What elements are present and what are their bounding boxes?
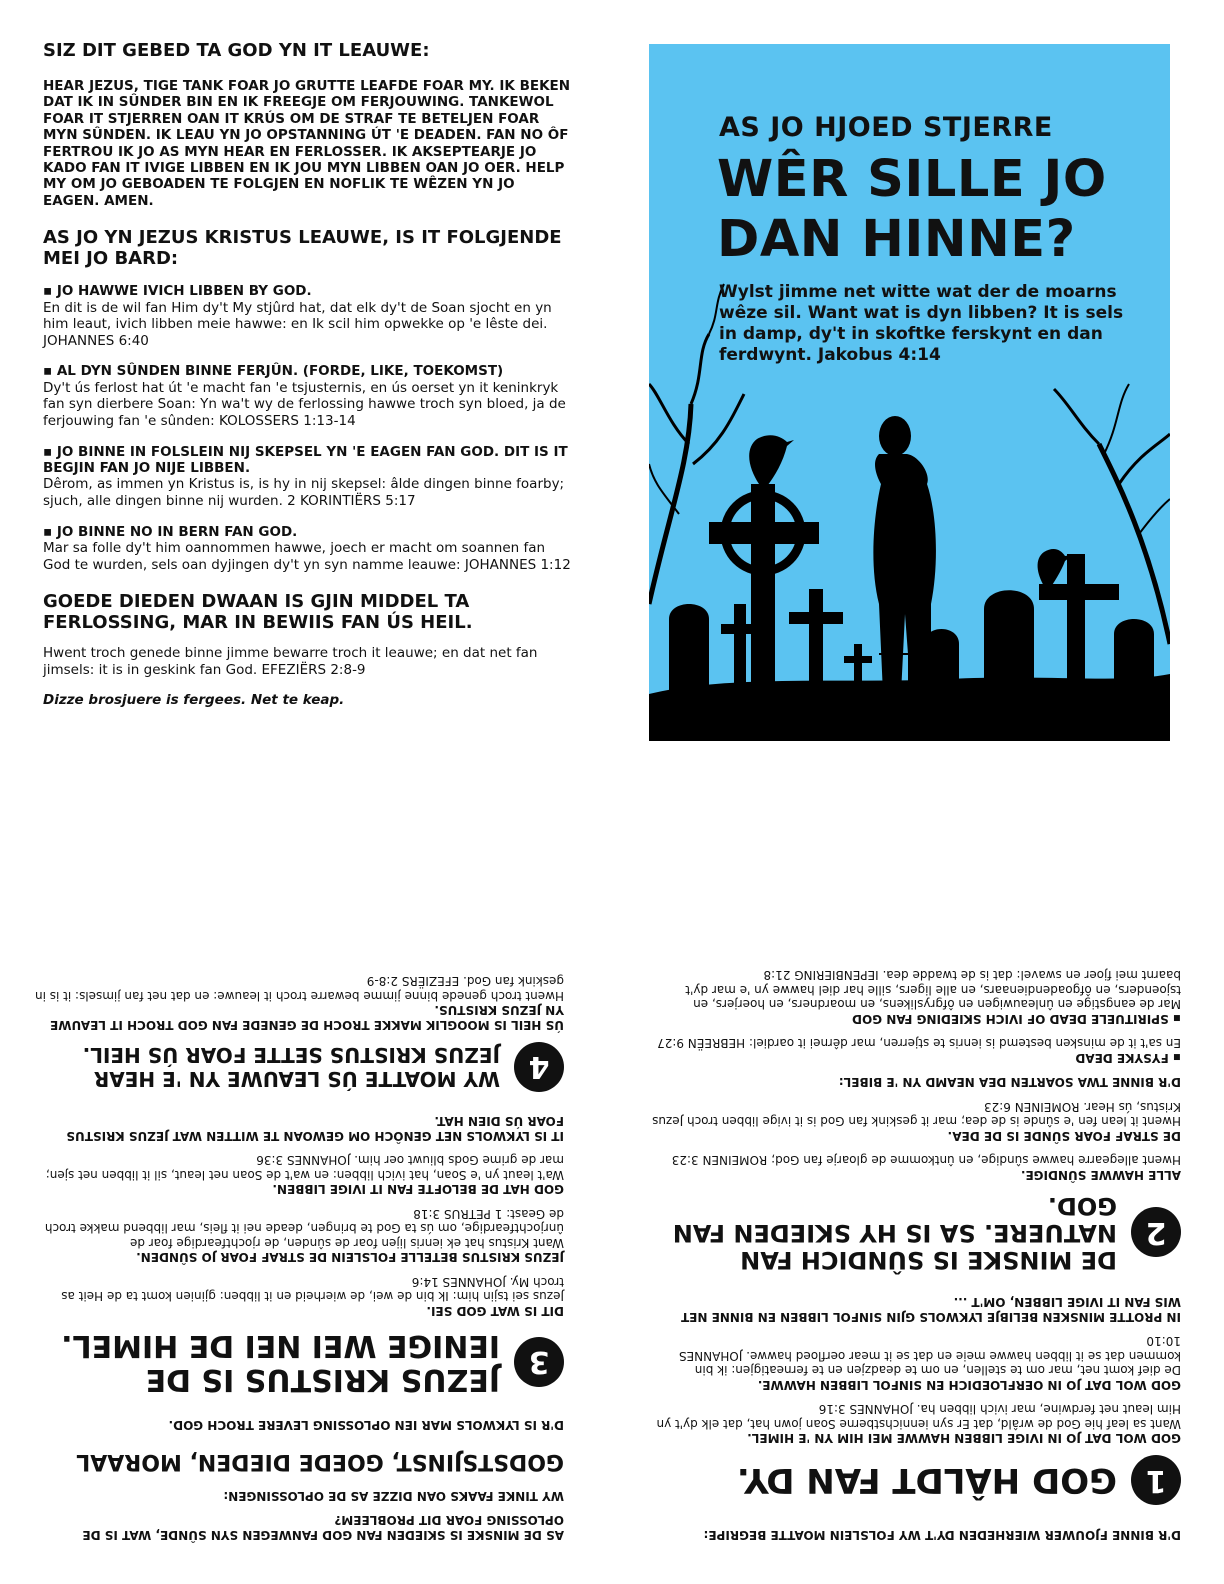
paragraph-caption: ▪ FYSYKE DEAD <box>1075 1051 1181 1065</box>
works-heading: GOEDE DIEDEN DWAAN IS GJIN MIDDEL TA FERLOSSING, MAR IN BEWIIS FAN ÚS HEIL. <box>43 591 473 634</box>
cover-title <box>717 150 1107 270</box>
free-note: Dizze brosjuere is fergees. Net te keap. <box>43 692 345 709</box>
section-title: WY MOATTE ÚS LEAUWE YN 'E HEAR JEZUS KRISTUS SETTE FOAR ÚS HEIL. <box>82 1043 500 1091</box>
paragraph-text: Want Kristus hat ek ienris lijen foar de sûnden, de rjochtfeardige foar de ûnrjochtfeardige, om ús ta God te bringen, deade nei it fleis, mar libbend makke troch de Geast: 1 PETRUS 3:18 <box>44 1207 564 1250</box>
section-title: JEZUS KRISTUS IS DE IENIGE WEI NEI DE HIMEL. <box>61 1328 500 1397</box>
point-text: Dy't ús ferlost hat út 'e macht fan 'e tsjusternis, en ús oerset yn it keninkryk fan syn dierbere Soan: Yn wa't wy de ferlossing hawwe troch syn bloed, ja de ferjouwing fan 'e sûnden: KOLOSSERS 1:13-14 <box>43 379 566 430</box>
graveyard-silhouette-illustration <box>649 44 1170 741</box>
point-title: ▪ AL DYN SÛNDEN BINNE FERJÛN. (FORDE, LIKE, TOEKOMST) <box>43 363 504 380</box>
section-3-header <box>34 1328 564 1396</box>
prayer-column <box>43 40 573 708</box>
paragraph-text: Hwent allegearre hawwe sûndige, en ûntkomme de gloarje fan God; ROMEINEN 3:23 <box>671 1153 1181 1168</box>
section-number-badge: 2 <box>1131 1208 1181 1258</box>
point-title: ▪ JO BINNE IN FOLSLEIN NIJ SKEPSEL YN 'E EAGEN FAN GOD. DIT IS IT BEGJIN FAN JO NIJE LIBBEN. <box>43 443 568 477</box>
paragraph-text: Want sa leaf hie God de wrâld, dat Er syn iennichstberne Soan jown hat, dat elk dy't yn Him leaut net ferdwine, mar ivich libben ha. JOHANNES 3:16 <box>656 1402 1181 1431</box>
paragraph-caption: DE STRAF FOAR SÛNDE IS DE DEA. <box>947 1129 1181 1143</box>
paragraph-caption: ▪ SPIRITUELE DEAD OF IVICH SKIEDING FAN GOD <box>852 1012 1181 1026</box>
paragraph-text: Mar de eangstige en ûnleauwigen en ôfgryslikens, en moardners, en hoerjers, en tsjoenders, en ôfgoadendienaars, en alle ligers, sille har diel hawwe yn 'e mar dy't baarnt mei fjoer en swavel: dat is de twadde dea. IEPENBIERING 21:8 <box>685 968 1181 1012</box>
prayer-heading: SIZ DIT GEBED TA GOD YN IT LEAUWE: <box>43 40 430 61</box>
works-text: Hwent troch genede binne jimme bewarre troch it leauwe; en dat net fan jimsels: it is in geskink fan God. EFEZIËRS 2:8-9 <box>43 645 538 678</box>
paragraph-text: Hwent it lean fen 'e sûnde is de dea; mar it geskink fan God is it ivige libben troch Jezus Kristus, ús Hear. ROMEINEN 6:23 <box>652 1100 1181 1129</box>
paragraph-caption: ALLE HAWWE SÛNDIGE. <box>1020 1168 1181 1182</box>
section-title: GOD HÂLDT FAN DY. <box>736 1460 1117 1501</box>
question-text: AS DE MINSKE IS SKIEDEN FAN GOD FANWEGEN SYN SÛNDE, WAT IS DE OPLOSSING FOAR DIT PROBLEEM? <box>82 1513 564 1542</box>
think-text: WY TINKE FAAKS OAN DIZZE AS DE OPLOSSINGEN: <box>223 1489 564 1503</box>
truths-1-2-column <box>651 968 1181 1542</box>
paragraph-caption: GOD WOL DAT JO IN IVIGE LIBBEN HAWWE MEI HIM YN 'E HIMEL. <box>747 1431 1181 1446</box>
paragraph-text: De dief komt net, mar om te stellen, en om te deadzjen en te ferneatigjen: ik bin kommen dat se it libben hawwe meie en dat se it mear oerfloed hawwe. JOHANNES 10:10 <box>678 1334 1181 1378</box>
paragraph-caption: GOD HAT DE BELOFTE FAN IT IVIGE LIBBEN. <box>272 1182 564 1197</box>
point-title: ▪ JO HAWWE IVICH LIBBEN BY GOD. <box>43 283 312 300</box>
point-text: Mar sa folle dy't him oannommen hawwe, joech er macht om soannen fan God te wurden, sels oan dyjingen dy't yn syn namme leauwe: JOHANNES 1:12 <box>43 540 571 573</box>
paragraph-caption: IN PROTTE MINSKEN BELIBJE LYKWOLS GJIN SINFOL LIBBEN EN BINNE NET WIS FAN IT IVIGE LIBBEN, OM'T ... <box>681 1295 1181 1324</box>
section-2-header <box>651 1192 1181 1273</box>
paragraph-text: En sa't it de minsken bestemd is ienris te stjerren, mar dêrnei it oardiel: HEBREËN 9:27 <box>657 1036 1181 1051</box>
paragraph-text: Wa't leaut yn 'e Soan, hat ivich libben: en wa't de Soan net leaut, sil it libben net sjen; mar de grime Gods bliuwt oer him. JOHANNES 3:36 <box>45 1153 564 1182</box>
section-title: DE MINSKE IS SÛNDICH FAN NATUERE. SA IS HY SKIEDEN FAN GOD. <box>672 1192 1117 1274</box>
paragraph-caption: IT IS LYKWOLS NET GENÔCH OM GEWOAN TE WITTEN WAT JEZUS KRISTUS FOAR ÚS DIEN HAT. <box>66 1114 564 1143</box>
paragraph-text: Hwent troch genede binne jimme bewarre troch it leauwe: en dat net fan jimsels: it is in geskink fan God. EFEZIËRS 2:8-9 <box>35 974 564 1003</box>
section-number-badge: 1 <box>1131 1456 1181 1506</box>
point-4 <box>43 524 573 574</box>
prayer-text: HEAR JEZUS, TIGE TANK FOAR JO GRUTTE LEAFDE FOAR MY. IK BEKEN DAT IK IN SÛNDER BIN EN IK FREEGJE OM FERJOUWING. TANKEWOL FOAR IT STJERREN OAN IT KRÚS OM DE STRAF TE BETELJEN FOAR MYN SÛNDEN. IK LEAU YN JO OPSTANNING ÚT 'E DEADEN. FAN NO ÔF FERTROU IK JO AS MYN HEAR EN FERLOSSER. IK AKSEPTEARJE JO KADO FAN IT IVIGE LIBBEN EN IK JOU MYN LIBBEN OAN JO OER. HELP MY OM JO GEBOADEN TE FOLGJEN EN NOFLIK TE WÊZEN YN JO EAGEN. AMEN. <box>43 78 571 209</box>
paragraph-caption: DIT IS WAT GOD SEI. <box>426 1304 564 1318</box>
paragraph-caption: GOD WOL DAT JO IN OERFLOEDICH EN SINFOL LIBBEN HAWWE. <box>757 1378 1181 1392</box>
one-solution-text: D'R IS LYKWOLS MAR IEN OPLOSSING LEVERE TROCH GOD. <box>168 1418 564 1433</box>
cover-title-line-1: WÊR SILLE JO <box>717 150 1107 209</box>
paragraph-caption: D'R BINNE TWA SOARTEN DEA NEAMD YN 'E BIBEL: <box>838 1075 1181 1090</box>
point-title: ▪ JO BINNE NO IN BERN FAN GOD. <box>43 523 298 540</box>
point-3 <box>43 444 573 510</box>
section-number-badge: 4 <box>514 1042 564 1092</box>
cover-title-line-2: DAN HINNE? <box>717 210 1076 269</box>
believe-heading: AS JO YN JEZUS KRISTUS LEAUWE, IS IT FOLGJENDE MEI JO BARD: <box>43 227 562 270</box>
inverted-inside-panels <box>0 792 1224 1584</box>
paragraph-text: Jezus sei tsjin him: Ik bin de wei, de wierheid en it libben: gjinien komt ta de Heit as troch My. JOHANNES 14:6 <box>61 1275 564 1304</box>
cover-panel <box>649 44 1170 741</box>
paragraph-caption: ÚS HEIL IS MOOGLIK MAKKE TROCH DE GENEDE FAN GOD TROCH IT LEAUWE YN JEZUS KRISTUS. <box>50 1003 564 1032</box>
point-2 <box>43 363 573 429</box>
intro-text: D'R BINNE FJOUWER WIERHEDEN DY'T WY FOLSLEIN MOATTE BEGRIPE: <box>703 1528 1181 1542</box>
point-1 <box>43 283 573 349</box>
point-text: En dit is de wil fan Him dy't My stjûrd hat, dat elk dy't de Soan sjocht en yn him leaut, ivich libben meie hawwe: en Ik scil him opwekke op 'e lêste dei. JOHANNES 6:40 <box>43 299 552 349</box>
cover-verse: Wylst jimme net witte wat der de moarns wêze sil. Want wat is dyn libben? It is sels in damp, dy't in skoftke ferskynt en dan ferdwynt. Jakobus 4:14 <box>719 282 1124 365</box>
point-text: Dêrom, as immen yn Kristus is, is hy in nij skepsel: âlde dingen binne foarby; sjuch, alle dingen binne nij wurden. 2 KORINTIËRS 5:17 <box>43 476 565 510</box>
alternatives-title: GODSTSJINST, GOEDE DIEDEN, MORAAL <box>76 1449 564 1475</box>
section-1-header <box>651 1456 1181 1506</box>
section-number-badge: 3 <box>514 1337 564 1387</box>
truths-3-4-column <box>34 974 564 1542</box>
section-4-header <box>34 1042 564 1092</box>
cover-kicker: AS JO HJOED STJERRE <box>719 112 1053 143</box>
paragraph-caption: JEZUS KRISTUS BETELLE FOLSLEIN DE STRAF FOAR JO SÛNDEN. <box>136 1250 564 1265</box>
